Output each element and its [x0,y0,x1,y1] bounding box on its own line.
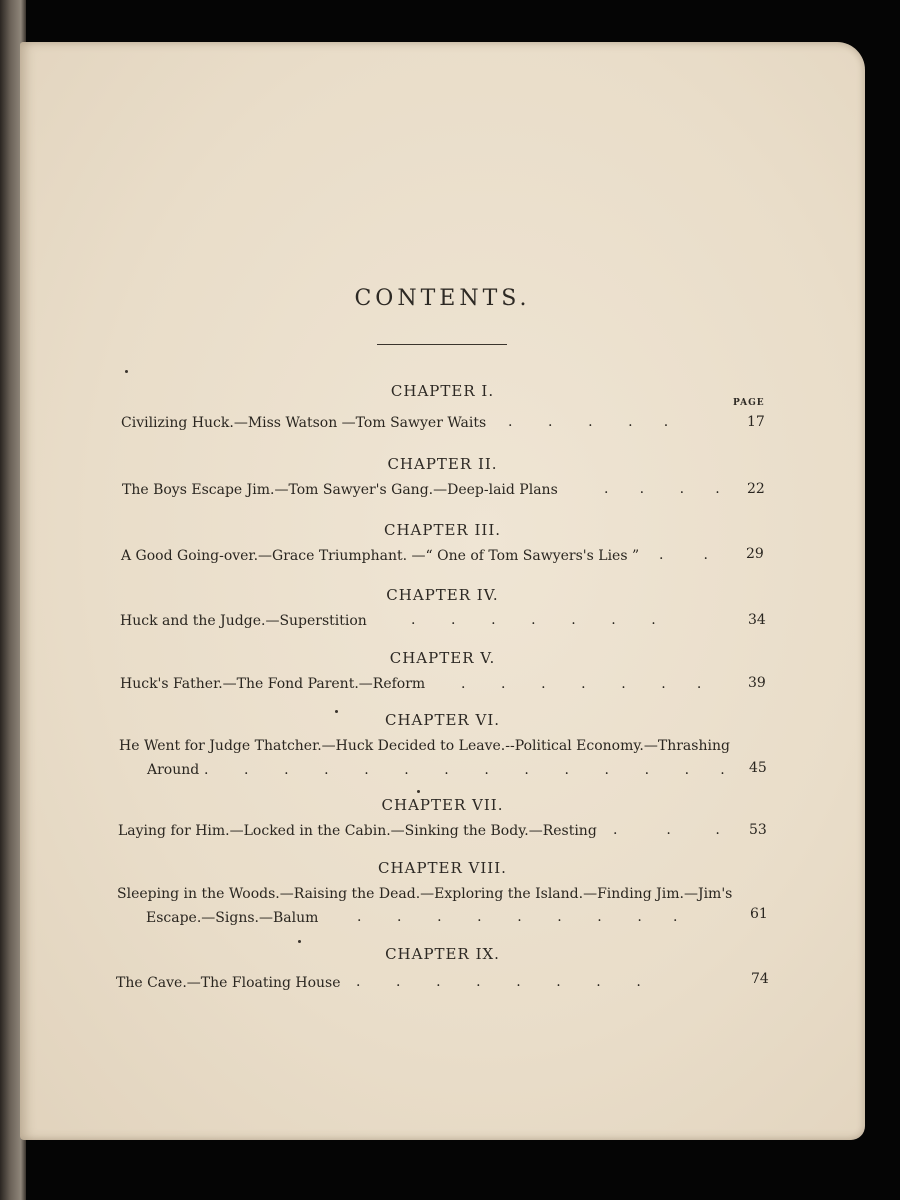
chapter-entry-line: Around [147,762,200,778]
page-number: 74 [751,971,769,987]
page-number: 17 [747,414,765,430]
chapter-heading: CHAPTER I. [390,382,495,400]
chapter-heading: CHAPTER IV. [386,586,499,604]
chapter-entry-line: Sleeping in the Woods.—Raising the Dead.—Exploring the Island.—Finding Jim.—Jim's [117,886,733,902]
page-number: 61 [750,906,768,922]
chapter-heading: CHAPTER VI. [384,711,501,729]
dot-leaders: . . . [613,822,720,838]
chapter-entry-line: The Boys Escape Jim.—Tom Sawyer's Gang.—Deep-laid Plans [122,482,558,498]
chapter-entry-line: He Went for Judge Thatcher.—Huck Decided to Leave.--Political Economy.—Thrashing [119,738,730,754]
chapter-entry-line: Civilizing Huck.—Miss Watson —Tom Sawyer Waits [121,415,487,431]
page-number: 29 [746,546,764,562]
dot-leaders: . . . . . . . [461,676,702,692]
dot-leaders: . . . . . . . [411,612,656,628]
page-number: 22 [747,481,765,497]
dot-leaders: . . . . . . . . [356,974,641,990]
page-number: 53 [749,822,767,838]
chapter-heading: CHAPTER IX. [385,945,500,963]
dot-leaders: . . . . . . . . . . . . . . [204,762,725,778]
dot-leaders: . . . . . [508,414,669,430]
print-speck [125,370,128,373]
chapter-heading: CHAPTER VIII. [378,859,507,877]
print-speck [298,940,301,943]
chapter-entry-line: Escape.—Signs.—Balum [146,910,319,926]
chapter-entry-line: A Good Going-over.—Grace Triumphant. —“ One of Tom Sawyers's Lies ” [121,548,640,564]
chapter-heading: CHAPTER VII. [381,796,504,814]
chapter-entry-line: Laying for Him.—Locked in the Cabin.—Sinking the Body.—Resting [118,823,597,839]
contents-title: CONTENTS. [354,286,531,311]
dot-leaders: . . . . [604,481,720,497]
print-speck [335,710,338,713]
dot-leaders: . . [659,547,708,563]
chapter-entry-line: Huck and the Judge.—Superstition [120,613,367,629]
page-column-label: PAGE [733,398,765,408]
chapter-heading: CHAPTER V. [389,649,496,667]
chapter-entry-line: The Cave.—The Floating House [116,975,341,991]
page-number: 39 [748,675,766,691]
page-number: 34 [748,612,766,628]
dot-leaders: . . . . . . . . . [357,909,678,925]
print-speck [417,790,420,793]
chapter-heading: CHAPTER III. [383,521,502,539]
chapter-heading: CHAPTER II. [387,455,498,473]
title-rule [377,344,507,345]
page-number: 45 [749,760,767,776]
chapter-entry-line: Huck's Father.—The Fond Parent.—Reform [120,676,426,692]
